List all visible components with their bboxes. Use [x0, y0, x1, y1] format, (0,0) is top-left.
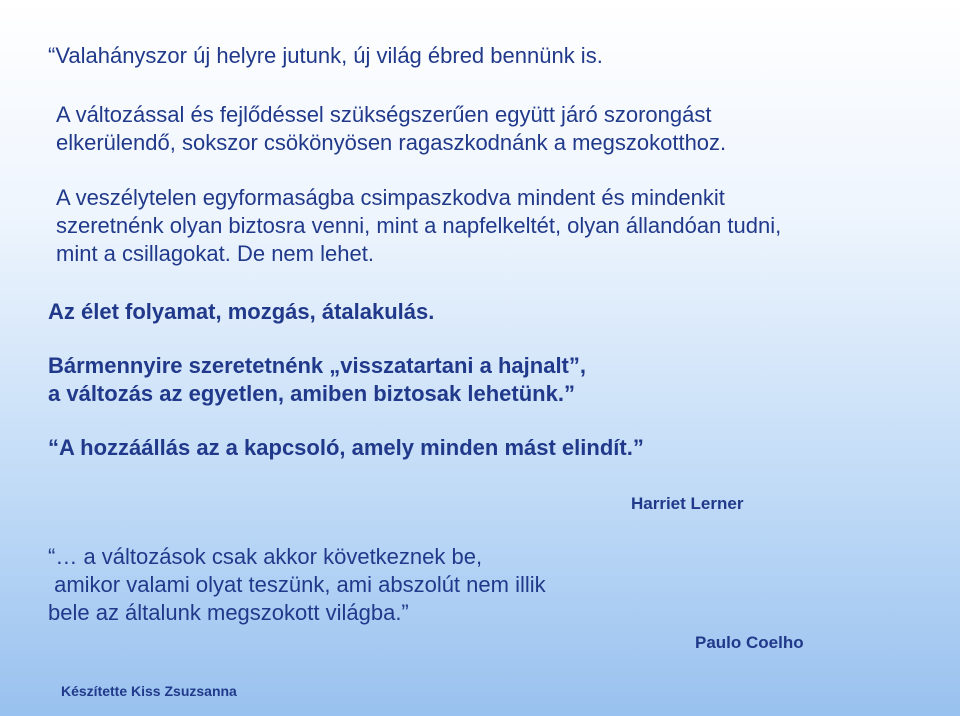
quote-line: szeretnénk olyan biztosra venni, mint a napfelkeltét, olyan állandóan tudni, [56, 213, 782, 238]
quote-paragraph-sameness [56, 184, 781, 268]
credit-line: Készítette Kiss Zsuzsanna [61, 683, 237, 699]
quote-line: amikor valami olyat teszünk, ami abszolút nem illik [48, 572, 546, 597]
author-harriet-lerner: Harriet Lerner [631, 494, 744, 513]
quote-line: “… a változások csak akkor következnek be, [48, 544, 483, 569]
quote-line: a változás az egyetlen, amiben biztosak lehetünk.” [48, 381, 575, 406]
quote-line: Bármennyire szeretetnénk „visszatartani a hajnalt”, [48, 353, 586, 378]
quote-paragraph-anxiety [56, 101, 726, 157]
quote-paragraph-life: Az élet folyamat, mozgás, átalakulás. [48, 299, 435, 324]
quote-line: mint a csillagokat. De nem lehet. [56, 241, 374, 266]
quote-paragraph-attitude: “A hozzáállás az a kapcsoló, amely minden mást elindít.” [48, 435, 644, 460]
quote-line: A veszélytelen egyformaságba csimpaszkodva mindent és mindenkit [56, 185, 725, 210]
quote-line: elkerülendő, sokszor csökönyösen ragaszkodnánk a megszokotthoz. [56, 130, 727, 155]
quote-coelho [48, 543, 546, 627]
quote-paragraph-change [48, 352, 586, 408]
quote-opening-line: “Valahányszor új helyre jutunk, új világ ébred bennünk is. [48, 43, 603, 68]
quote-line: A változással és fejlődéssel szükségszerűen együtt járó szorongást [56, 102, 712, 127]
author-paulo-coelho: Paulo Coelho [695, 633, 804, 652]
quote-line: bele az általunk megszokott világba.” [48, 600, 409, 625]
